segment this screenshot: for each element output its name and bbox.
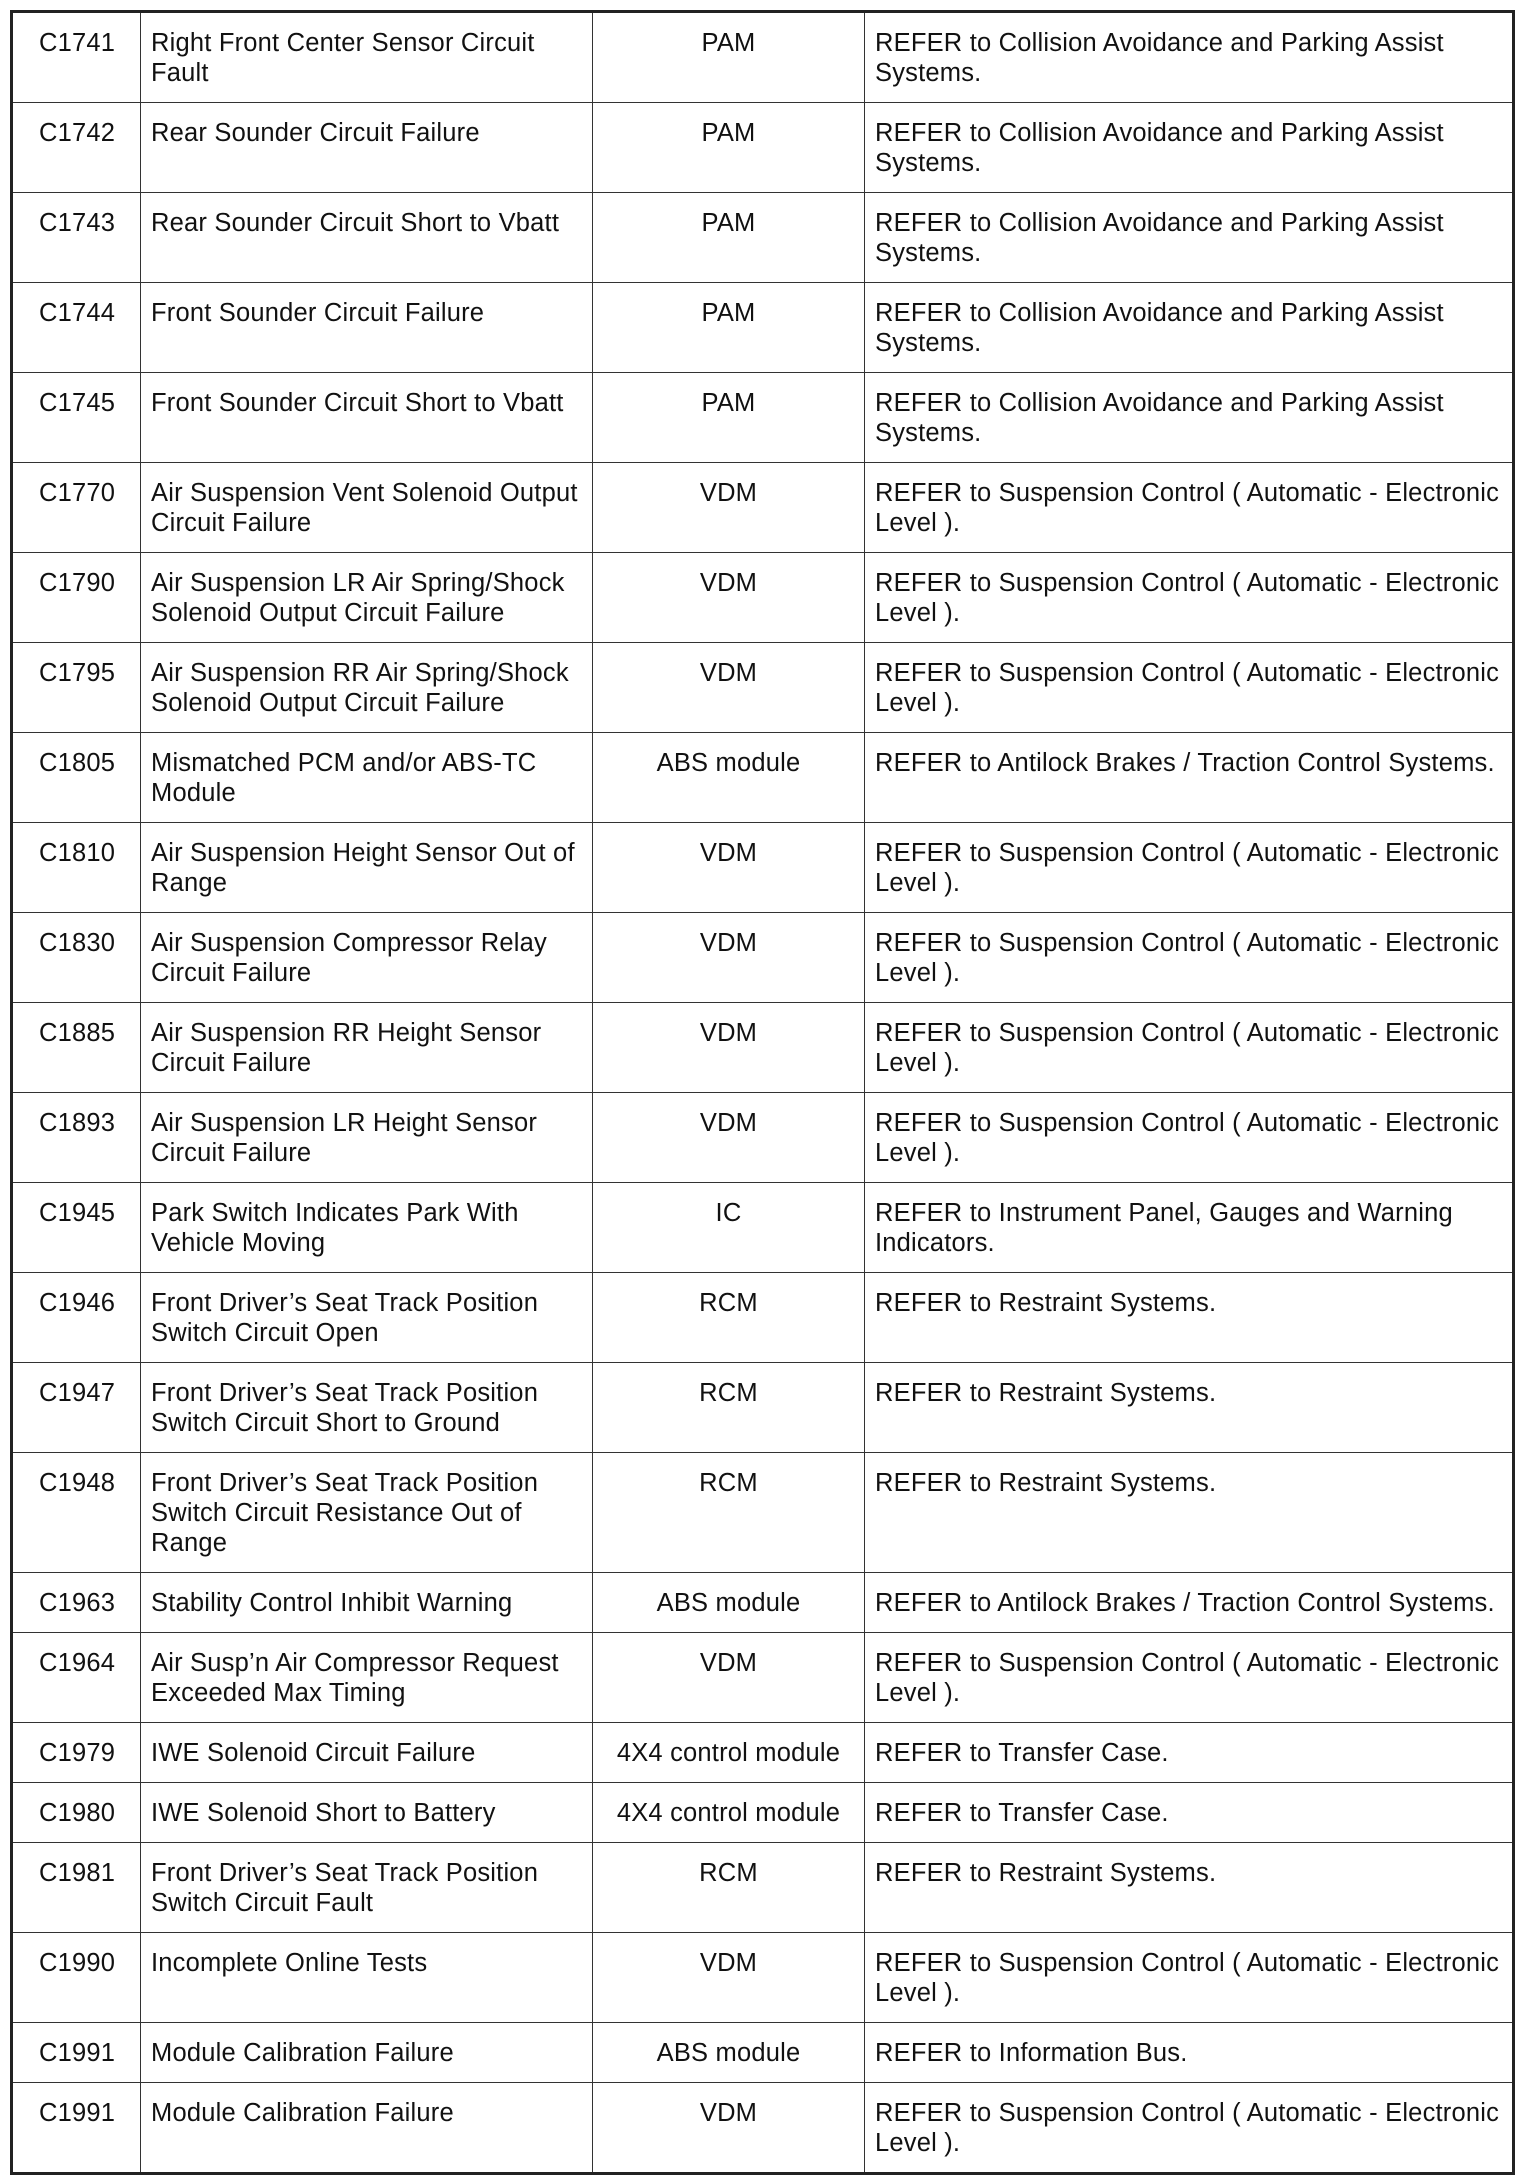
dtc-code-cell: C1979 xyxy=(12,1723,141,1783)
table-row xyxy=(12,1363,1514,1453)
dtc-action-cell: REFER to Collision Avoidance and Parking Assist Systems. xyxy=(865,283,1514,373)
table-row xyxy=(12,103,1514,193)
dtc-module-cell: ABS module xyxy=(593,1573,865,1633)
dtc-code-cell: C1745 xyxy=(12,373,141,463)
dtc-module-cell: VDM xyxy=(593,643,865,733)
dtc-code-cell: C1795 xyxy=(12,643,141,733)
table-row xyxy=(12,1723,1514,1783)
dtc-module-cell: ABS module xyxy=(593,733,865,823)
dtc-description-cell: Module Calibration Failure xyxy=(141,2023,593,2083)
table-row xyxy=(12,1273,1514,1363)
table-row xyxy=(12,1573,1514,1633)
dtc-action-cell: REFER to Information Bus. xyxy=(865,2023,1514,2083)
table-row xyxy=(12,1183,1514,1273)
dtc-description-cell: Module Calibration Failure xyxy=(141,2083,593,2174)
dtc-description-cell: Incomplete Online Tests xyxy=(141,1933,593,2023)
dtc-action-cell: REFER to Suspension Control ( Automatic - Electronic Level ). xyxy=(865,913,1514,1003)
dtc-code-cell: C1964 xyxy=(12,1633,141,1723)
dtc-action-cell: REFER to Suspension Control ( Automatic - Electronic Level ). xyxy=(865,1633,1514,1723)
table-row xyxy=(12,1003,1514,1093)
dtc-code-cell: C1948 xyxy=(12,1453,141,1573)
table-row xyxy=(12,12,1514,103)
dtc-action-cell: REFER to Collision Avoidance and Parking Assist Systems. xyxy=(865,193,1514,283)
dtc-module-cell: PAM xyxy=(593,103,865,193)
dtc-module-cell: VDM xyxy=(593,1933,865,2023)
dtc-module-cell: 4X4 control module xyxy=(593,1783,865,1843)
dtc-module-cell: VDM xyxy=(593,553,865,643)
dtc-code-cell: C1830 xyxy=(12,913,141,1003)
dtc-code-cell: C1981 xyxy=(12,1843,141,1933)
dtc-table-body xyxy=(12,12,1514,2174)
dtc-code-cell: C1885 xyxy=(12,1003,141,1093)
table-row xyxy=(12,1933,1514,2023)
dtc-description-cell: Air Suspension LR Height Sensor Circuit Failure xyxy=(141,1093,593,1183)
dtc-module-cell: VDM xyxy=(593,1003,865,1093)
dtc-action-cell: REFER to Collision Avoidance and Parking Assist Systems. xyxy=(865,103,1514,193)
table-row xyxy=(12,283,1514,373)
dtc-module-cell: VDM xyxy=(593,463,865,553)
dtc-action-cell: REFER to Suspension Control ( Automatic - Electronic Level ). xyxy=(865,1093,1514,1183)
dtc-code-cell: C1991 xyxy=(12,2023,141,2083)
dtc-module-cell: RCM xyxy=(593,1843,865,1933)
dtc-code-cell: C1946 xyxy=(12,1273,141,1363)
dtc-description-cell: Front Driver’s Seat Track Position Switch Circuit Short to Ground xyxy=(141,1363,593,1453)
table-row xyxy=(12,1843,1514,1933)
dtc-module-cell: VDM xyxy=(593,823,865,913)
dtc-description-cell: Stability Control Inhibit Warning xyxy=(141,1573,593,1633)
table-row xyxy=(12,913,1514,1003)
dtc-action-cell: REFER to Suspension Control ( Automatic - Electronic Level ). xyxy=(865,463,1514,553)
dtc-code-cell: C1990 xyxy=(12,1933,141,2023)
dtc-module-cell: ABS module xyxy=(593,2023,865,2083)
dtc-module-cell: PAM xyxy=(593,12,865,103)
table-row xyxy=(12,643,1514,733)
dtc-description-cell: Front Driver’s Seat Track Position Switch Circuit Open xyxy=(141,1273,593,1363)
table-row xyxy=(12,2023,1514,2083)
table-row xyxy=(12,733,1514,823)
dtc-code-cell: C1790 xyxy=(12,553,141,643)
dtc-action-cell: REFER to Transfer Case. xyxy=(865,1783,1514,1843)
dtc-description-cell: Front Sounder Circuit Short to Vbatt xyxy=(141,373,593,463)
dtc-code-cell: C1947 xyxy=(12,1363,141,1453)
dtc-description-cell: Air Suspension RR Air Spring/Shock Solenoid Output Circuit Failure xyxy=(141,643,593,733)
dtc-description-cell: Air Suspension Compressor Relay Circuit Failure xyxy=(141,913,593,1003)
dtc-description-cell: Front Sounder Circuit Failure xyxy=(141,283,593,373)
dtc-module-cell: RCM xyxy=(593,1273,865,1363)
dtc-description-cell: Air Suspension LR Air Spring/Shock Solenoid Output Circuit Failure xyxy=(141,553,593,643)
table-row xyxy=(12,553,1514,643)
dtc-description-cell: Right Front Center Sensor Circuit Fault xyxy=(141,12,593,103)
dtc-action-cell: REFER to Suspension Control ( Automatic - Electronic Level ). xyxy=(865,823,1514,913)
dtc-action-cell: REFER to Collision Avoidance and Parking Assist Systems. xyxy=(865,12,1514,103)
dtc-module-cell: PAM xyxy=(593,373,865,463)
dtc-module-cell: RCM xyxy=(593,1453,865,1573)
table-row xyxy=(12,823,1514,913)
dtc-action-cell: REFER to Instrument Panel, Gauges and Warning Indicators. xyxy=(865,1183,1514,1273)
dtc-code-cell: C1963 xyxy=(12,1573,141,1633)
dtc-description-cell: Air Suspension Vent Solenoid Output Circuit Failure xyxy=(141,463,593,553)
dtc-code-cell: C1893 xyxy=(12,1093,141,1183)
dtc-action-cell: REFER to Restraint Systems. xyxy=(865,1363,1514,1453)
dtc-description-cell: IWE Solenoid Circuit Failure xyxy=(141,1723,593,1783)
dtc-action-cell: REFER to Suspension Control ( Automatic - Electronic Level ). xyxy=(865,553,1514,643)
dtc-description-cell: Mismatched PCM and/or ABS-TC Module xyxy=(141,733,593,823)
dtc-code-cell: C1770 xyxy=(12,463,141,553)
dtc-action-cell: REFER to Antilock Brakes / Traction Control Systems. xyxy=(865,733,1514,823)
dtc-code-cell: C1742 xyxy=(12,103,141,193)
dtc-table xyxy=(10,10,1515,2175)
dtc-description-cell: Air Susp’n Air Compressor Request Exceeded Max Timing xyxy=(141,1633,593,1723)
dtc-action-cell: REFER to Antilock Brakes / Traction Control Systems. xyxy=(865,1573,1514,1633)
dtc-module-cell: 4X4 control module xyxy=(593,1723,865,1783)
dtc-description-cell: Rear Sounder Circuit Short to Vbatt xyxy=(141,193,593,283)
dtc-code-cell: C1945 xyxy=(12,1183,141,1273)
dtc-description-cell: Air Suspension RR Height Sensor Circuit Failure xyxy=(141,1003,593,1093)
table-row xyxy=(12,1633,1514,1723)
table-row xyxy=(12,1453,1514,1573)
dtc-module-cell: RCM xyxy=(593,1363,865,1453)
dtc-action-cell: REFER to Suspension Control ( Automatic - Electronic Level ). xyxy=(865,1003,1514,1093)
dtc-code-cell: C1744 xyxy=(12,283,141,373)
dtc-action-cell: REFER to Restraint Systems. xyxy=(865,1843,1514,1933)
table-row xyxy=(12,1783,1514,1843)
table-row xyxy=(12,2083,1514,2174)
dtc-module-cell: PAM xyxy=(593,283,865,373)
dtc-description-cell: Front Driver’s Seat Track Position Switch Circuit Fault xyxy=(141,1843,593,1933)
dtc-action-cell: REFER to Collision Avoidance and Parking Assist Systems. xyxy=(865,373,1514,463)
dtc-code-cell: C1810 xyxy=(12,823,141,913)
dtc-module-cell: VDM xyxy=(593,2083,865,2174)
dtc-action-cell: REFER to Restraint Systems. xyxy=(865,1453,1514,1573)
dtc-action-cell: REFER to Suspension Control ( Automatic - Electronic Level ). xyxy=(865,643,1514,733)
table-row xyxy=(12,463,1514,553)
dtc-code-cell: C1980 xyxy=(12,1783,141,1843)
dtc-module-cell: IC xyxy=(593,1183,865,1273)
table-row xyxy=(12,1093,1514,1183)
dtc-action-cell: REFER to Suspension Control ( Automatic - Electronic Level ). xyxy=(865,2083,1514,2174)
dtc-action-cell: REFER to Suspension Control ( Automatic - Electronic Level ). xyxy=(865,1933,1514,2023)
table-row xyxy=(12,193,1514,283)
dtc-description-cell: Park Switch Indicates Park With Vehicle Moving xyxy=(141,1183,593,1273)
dtc-module-cell: VDM xyxy=(593,1093,865,1183)
dtc-module-cell: PAM xyxy=(593,193,865,283)
dtc-code-cell: C1991 xyxy=(12,2083,141,2174)
dtc-module-cell: VDM xyxy=(593,1633,865,1723)
dtc-code-cell: C1805 xyxy=(12,733,141,823)
table-row xyxy=(12,373,1514,463)
dtc-code-cell: C1743 xyxy=(12,193,141,283)
dtc-description-cell: IWE Solenoid Short to Battery xyxy=(141,1783,593,1843)
dtc-description-cell: Rear Sounder Circuit Failure xyxy=(141,103,593,193)
dtc-description-cell: Air Suspension Height Sensor Out of Range xyxy=(141,823,593,913)
dtc-description-cell: Front Driver’s Seat Track Position Switch Circuit Resistance Out of Range xyxy=(141,1453,593,1573)
dtc-code-cell: C1741 xyxy=(12,12,141,103)
dtc-action-cell: REFER to Transfer Case. xyxy=(865,1723,1514,1783)
dtc-action-cell: REFER to Restraint Systems. xyxy=(865,1273,1514,1363)
dtc-module-cell: VDM xyxy=(593,913,865,1003)
